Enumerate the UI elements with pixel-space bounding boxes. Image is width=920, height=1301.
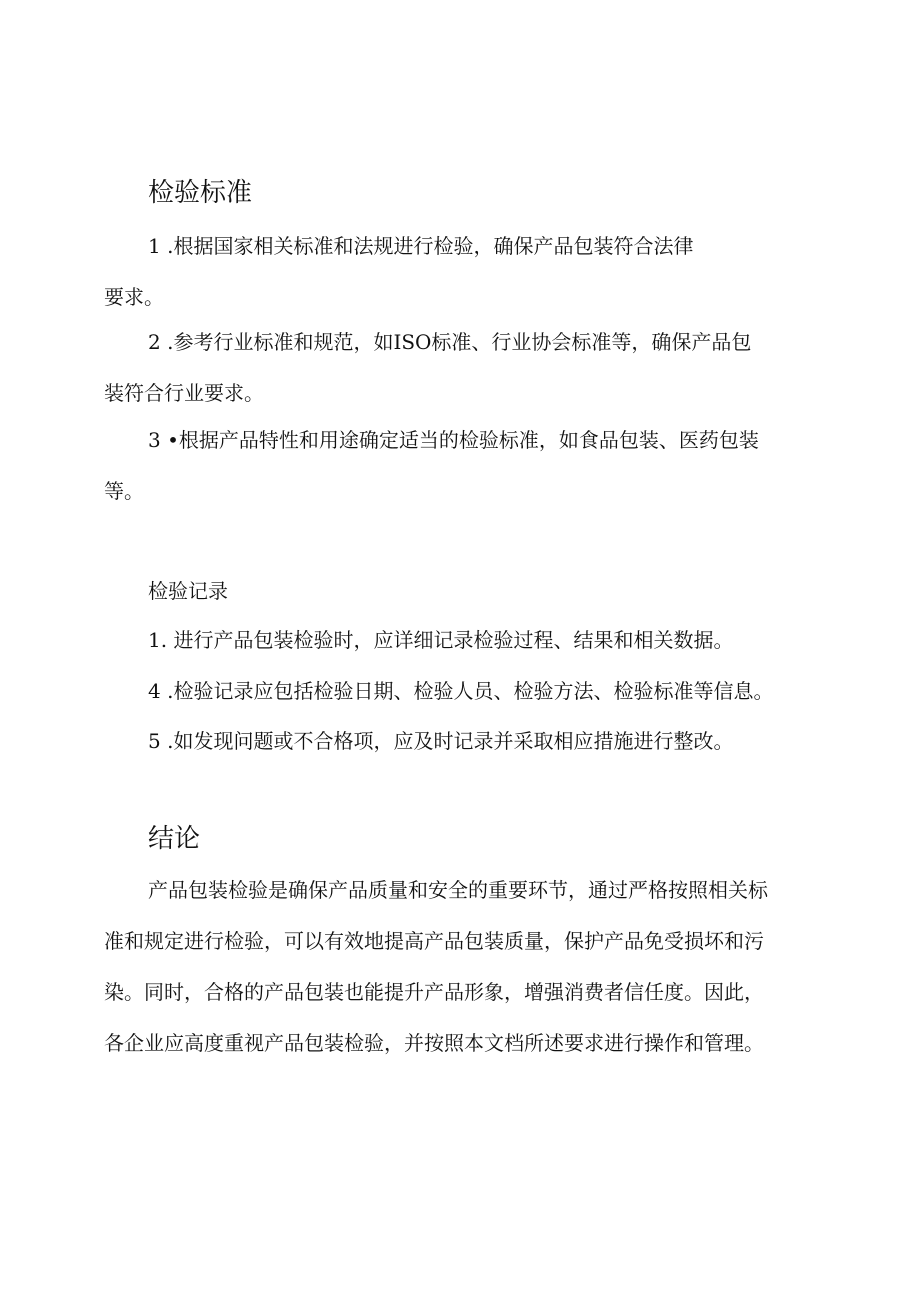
section-heading-inspection-standards: 检验标准 xyxy=(148,178,253,208)
standards-item-1-line-1: 1 .根据国家相关标准和法规进行检验，确保产品包装符合法律 xyxy=(148,234,694,258)
standards-item-2-line-2: 装符合行业要求。 xyxy=(104,381,264,405)
records-item-1 xyxy=(104,615,834,666)
standards-item-1 xyxy=(104,221,834,323)
conclusion-line-3: 染。同时，合格的产品包装也能提升产品形象，增强消费者信任度。因此， xyxy=(104,980,764,1004)
standards-item-3 xyxy=(104,415,834,517)
section-heading-conclusion: 结论 xyxy=(148,824,201,854)
conclusion-line-2: 准和规定进行检验，可以有效地提高产品包装质量，保护产品免受损坏和污 xyxy=(104,929,764,953)
records-item-3 xyxy=(104,716,834,767)
records-item-2-line: 4 .检验记录应包括检验日期、检验人员、检验方法、检验标准等信息。 xyxy=(148,679,774,703)
records-item-1-line: 1. 进行产品包装检验时，应详细记录检验过程、结果和相关数据。 xyxy=(148,628,734,652)
records-item-2 xyxy=(104,666,834,717)
standards-item-3-line-2: 等。 xyxy=(104,479,144,503)
section-heading-inspection-records: 检验记录 xyxy=(148,579,228,603)
standards-item-2 xyxy=(104,317,834,419)
conclusion-paragraph xyxy=(104,865,834,1069)
conclusion-line-1: 产品包装检验是确保产品质量和安全的重要环节，通过严格按照相关标 xyxy=(148,878,768,902)
records-item-3-line: 5 .如发现问题或不合格项，应及时记录并采取相应措施进行整改。 xyxy=(148,729,734,753)
standards-item-1-line-2: 要求。 xyxy=(104,285,164,309)
standards-item-3-line-1: 3 •根据产品特性和用途确定适当的检验标准，如食品包装、医药包装 xyxy=(148,428,759,452)
conclusion-line-4: 各企业应高度重视产品包装检验，并按照本文档所述要求进行操作和管理。 xyxy=(104,1031,764,1055)
standards-item-2-line-1: 2 .参考行业标准和规范，如ISO标准、行业协会标准等，确保产品包 xyxy=(148,330,752,354)
